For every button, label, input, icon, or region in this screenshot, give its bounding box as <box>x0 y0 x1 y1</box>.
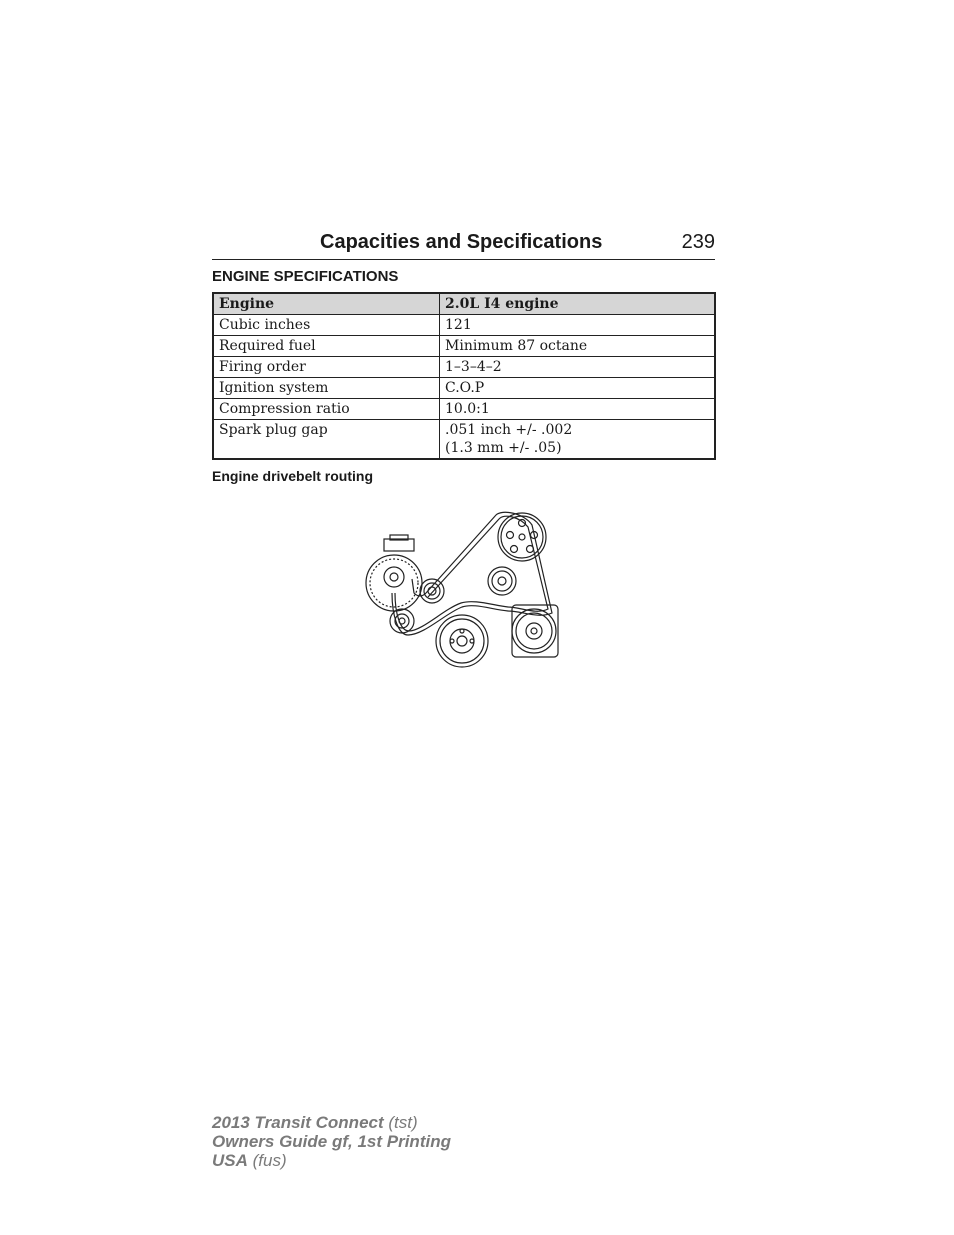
table-cell: Spark plug gap <box>213 420 440 460</box>
alternator-pulley <box>366 535 422 633</box>
table-cell: 1–3–4–2 <box>440 357 716 378</box>
table-row <box>213 378 715 399</box>
crankshaft-pulley <box>436 615 488 667</box>
section-heading: ENGINE SPECIFICATIONS <box>212 268 399 285</box>
table-cell <box>440 420 716 460</box>
cell-line: .051 inch +/- .002 <box>445 422 573 438</box>
footer-market-code: (fus) <box>252 1151 287 1170</box>
table-cell: Firing order <box>213 357 440 378</box>
page-title: Capacities and Specifications <box>320 231 603 253</box>
table-row <box>213 420 715 460</box>
table-cell: Minimum 87 octane <box>440 336 716 357</box>
drivebelt-routing-diagram <box>362 505 568 671</box>
table-cell: 10.0:1 <box>440 399 716 420</box>
table-cell: 121 <box>440 315 716 336</box>
table-cell: Ignition system <box>213 378 440 399</box>
table-header-row <box>213 293 715 315</box>
tensioner-pulley <box>488 567 516 595</box>
engine-spec-table <box>212 292 716 460</box>
table-row <box>213 399 715 420</box>
drivebelt-heading: Engine drivebelt routing <box>212 468 374 484</box>
footer-market: USA <box>212 1151 248 1170</box>
page-header <box>212 229 715 260</box>
table-cell: Compression ratio <box>213 399 440 420</box>
table-row <box>213 336 715 357</box>
cell-line: (1.3 mm +/- .05) <box>445 440 562 456</box>
footer-model-code: (tst) <box>388 1113 418 1132</box>
document-footer <box>212 1113 451 1170</box>
footer-line <box>212 1151 451 1170</box>
table-cell: Cubic inches <box>213 315 440 336</box>
column-header: 2.0L I4 engine <box>440 293 716 315</box>
table-cell: Required fuel <box>213 336 440 357</box>
page-number: 239 <box>681 231 715 253</box>
footer-line <box>212 1113 451 1132</box>
table-row <box>213 357 715 378</box>
table-row <box>213 315 715 336</box>
footer-edition: Owners Guide gf, 1st Printing <box>212 1132 451 1151</box>
column-header: Engine <box>213 293 440 315</box>
footer-model: 2013 Transit Connect <box>212 1113 384 1132</box>
footer-line <box>212 1132 451 1151</box>
table-cell: C.O.P <box>440 378 716 399</box>
idler-pulley <box>420 579 444 603</box>
water-pump-pulley <box>498 513 546 561</box>
